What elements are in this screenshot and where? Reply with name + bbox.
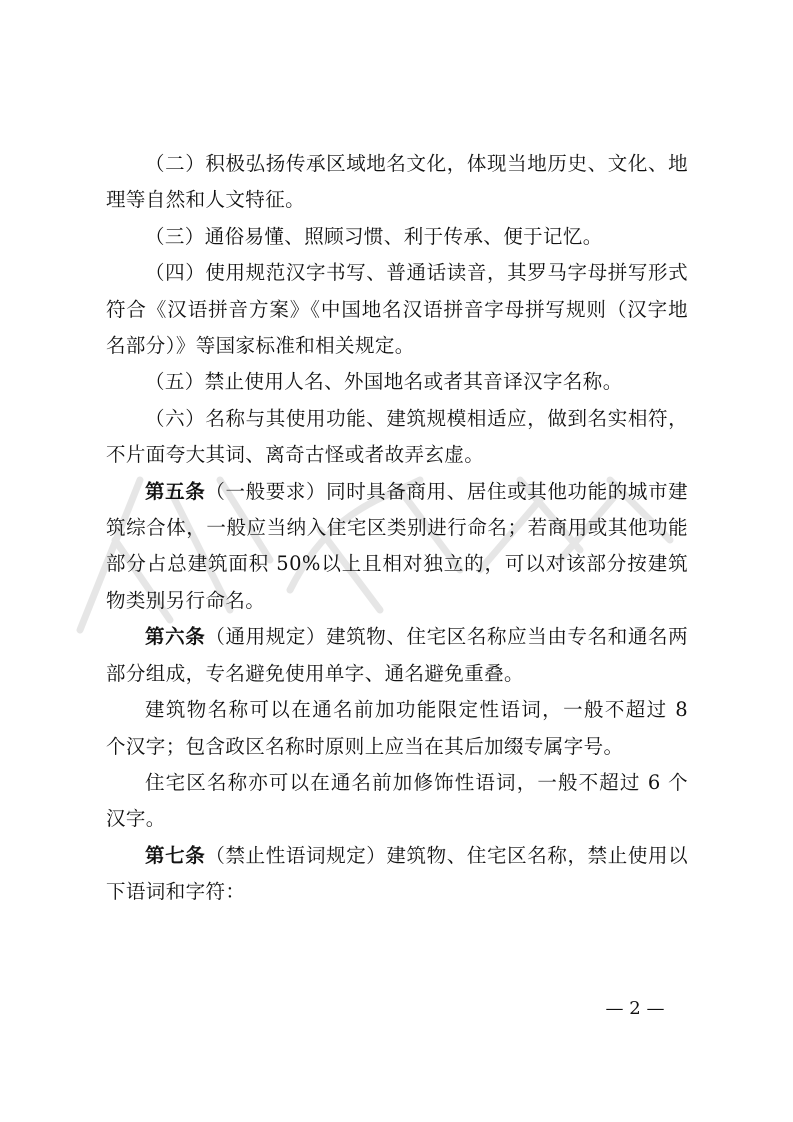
paragraph-text: （五）禁止使用人名、外国地名或者其音译汉字名称。 [145, 370, 623, 394]
article-heading: 第六条 [145, 625, 206, 649]
paragraph-text: 住宅区名称亦可以在通名前加修饰性语词，一般不超过 6 个汉字。 [106, 770, 688, 831]
article-heading: 第七条 [145, 843, 206, 867]
paragraph-10 [106, 838, 688, 911]
paragraph-6 [106, 474, 688, 620]
paragraph-9 [106, 765, 688, 838]
paragraph-text: （三）通俗易懂、照顾习惯、利于传承、便于记忆。 [145, 224, 603, 248]
paragraph-text: （禁止性语词规定）建筑物、住宅区名称，禁止使用以下语词和字符： [106, 843, 688, 904]
body-text [106, 146, 688, 911]
paragraph-7 [106, 619, 688, 692]
paragraph-2 [106, 219, 688, 255]
paragraph-4 [106, 364, 688, 400]
paragraph-text: （四）使用规范汉字书写、普通话读音，其罗马字母拼写形式符合《汉语拼音方案》《中国地名汉语拼音字母拼写规则（汉字地名部分）》等国家标准和相关规定。 [106, 261, 688, 358]
paragraph-8 [106, 692, 688, 765]
paragraph-text: （六）名称与其使用功能、建筑规模相适应，做到名实相符，不片面夸大其词、离奇古怪或者故弄玄虚。 [106, 406, 688, 467]
paragraph-text: （一般要求）同时具备商用、居住或其他功能的城市建筑综合体，一般应当纳入住宅区类别进行命名；若商用或其他功能部分占总建筑面积 50%以上且相对独立的，可以对该部分按建筑物类别另行命名。 [106, 479, 688, 612]
paragraph-text: （二）积极弘扬传承区域地名文化，体现当地历史、文化、地理等自然和人文特征。 [106, 152, 688, 212]
article-heading: 第五条 [145, 479, 206, 503]
page-number: — 2 — [605, 998, 665, 1019]
paragraph-text: 建筑物名称可以在通名前加功能限定性语词，一般不超过 8 个汉字；包含政区名称时原则上应当在其后加缀专属字号。 [106, 698, 688, 758]
paragraph-1 [106, 146, 688, 219]
paragraph-3 [106, 255, 688, 364]
paragraph-text: （通用规定）建筑物、住宅区名称应当由专名和通名两部分组成，专名避免使用单字、通名避免重叠。 [106, 625, 688, 685]
paragraph-5 [106, 401, 688, 474]
